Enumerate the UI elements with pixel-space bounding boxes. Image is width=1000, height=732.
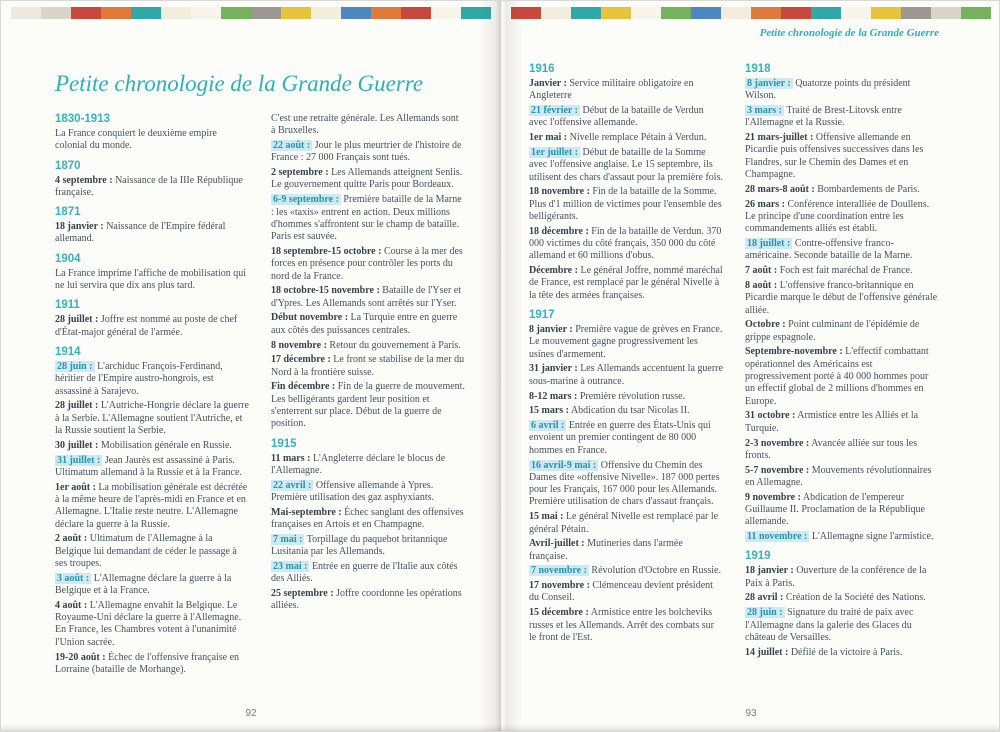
band-color-segment	[601, 7, 631, 19]
band-color-segment	[811, 7, 841, 19]
event-date: 8 novembre :	[271, 339, 327, 351]
event-date: Décembre :	[529, 265, 578, 277]
year-heading: 1917	[529, 309, 555, 322]
highlighted-date: 11 novembre :	[747, 531, 808, 543]
highlighted-date: 6-9 septembre :	[273, 194, 339, 206]
event-date: 4 août :	[55, 599, 88, 611]
timeline-entry: 28 mars-8 août : Bombardements de Paris.	[745, 183, 920, 195]
band-color-segment	[41, 7, 71, 19]
highlighted-date: 28 juin :	[747, 607, 783, 619]
event-date: Janvier :	[529, 78, 567, 89]
left-page-content	[55, 71, 465, 701]
timeline-entry: C'est une retraite générale. Les Allemands sont à Bruxelles.	[271, 113, 459, 137]
band-color-segment	[721, 7, 751, 19]
event-date: 5-7 novembre :	[745, 464, 810, 476]
timeline-entry: 3 mars : Traité de Brest-Litovsk entre l'Allemagne et la Russie.	[745, 105, 902, 129]
event-date: Avril-juillet :	[529, 538, 585, 550]
timeline-column	[529, 63, 723, 697]
page-number-right: 93	[745, 708, 757, 719]
timeline-entry: 6 avril : Entrée en guerre des États-Unis qui envoient un premier contingent de 80 000 hommes en France.	[529, 420, 711, 456]
highlighted-date: 1er juillet :	[531, 146, 579, 158]
band-color-segment	[631, 7, 661, 19]
event-date: 26 mars :	[745, 198, 785, 210]
event-date: 18 janvier :	[745, 565, 794, 577]
highlighted-date: 7 mai :	[273, 533, 303, 545]
year-heading: 1914	[55, 345, 81, 358]
timeline-entry: 15 mai : Le général Nivelle est remplacé par le général Pétain.	[529, 511, 719, 535]
band-color-segment	[341, 7, 371, 19]
band-color-segment	[841, 7, 871, 19]
timeline-entry: 21 mars-juillet : Offensive allemande en Picardie puis offensives successives dans les Flandres, sur le Chemin des Dames et en Champagne.	[745, 132, 924, 181]
highlighted-date: 22 août :	[273, 140, 311, 152]
event-date: 18 novembre :	[529, 186, 590, 198]
band-color-segment	[931, 7, 961, 19]
event-date: 17 décembre :	[271, 354, 331, 366]
band-color-segment	[431, 7, 461, 19]
band-color-segment	[901, 7, 931, 19]
event-date: 7 août :	[745, 265, 778, 277]
highlighted-date: 22 avril :	[273, 479, 312, 491]
timeline-column	[271, 113, 465, 701]
event-date: 28 avril :	[745, 592, 784, 604]
timeline-entry: 28 avril : Création de la Société des Nations.	[745, 592, 926, 604]
band-color-segment	[961, 7, 991, 19]
timeline-entry: 18 octobre-15 novembre : Bataille de l'Yser et d'Ypres. Les Allemands sont arrêtés sur l'Yser.	[271, 285, 461, 309]
timeline-entry: 18 décembre : Fin de la bataille de Verdun. 370 000 victimes du côté français, 350 000 du côté allemand et 60 millions d'obus.	[529, 225, 722, 262]
timeline-entry: La France conquiert le deuxième empire colonial du monde.	[55, 128, 217, 152]
timeline-entry: 6-9 septembre : Première bataille de la Marne : les «taxis» entrent en action. Deux millions d'hommes s'affrontent sur le champ de bataille. Paris est sauvée.	[271, 194, 462, 243]
timeline-entry: Début novembre : La Turquie entre en guerre aux côtés des puissances centrales.	[271, 312, 458, 336]
event-date: 2 août :	[55, 533, 88, 545]
timeline-entry: 7 mai : Torpillage du paquebot britannique Lusitania par les Allemands.	[271, 533, 448, 558]
event-date: 17 novembre :	[529, 580, 590, 592]
timeline-entry: 18 novembre : Fin de la bataille de la Somme. Plus d'1 million de victimes pour l'ensemble des belligérants.	[529, 186, 722, 222]
event-date: 15 mars :	[529, 405, 569, 417]
event-date: 28 mars-8 août :	[745, 183, 815, 195]
year-heading: 1918	[745, 63, 771, 75]
event-date: 1er mai :	[529, 132, 568, 144]
band-color-segment	[691, 7, 721, 19]
timeline-entry: 22 avril : Offensive allemande à Ypres. Première utilisation des gaz asphyxiants.	[271, 479, 435, 504]
event-date: 11 mars :	[271, 452, 311, 464]
timeline-entry: 2-3 novembre : Avancée alliée sur tous les fronts.	[745, 437, 918, 461]
year-heading: 1916	[529, 63, 555, 75]
band-color-segment	[131, 7, 161, 19]
page-right	[501, 1, 1000, 732]
timeline-entry: 14 juillet : Défilé de la victoire à Paris.	[745, 646, 903, 658]
band-color-segment	[781, 7, 811, 19]
timeline-entry: 19-20 août : Échec de l'offensive française en Lorraine (bataille de Morhange).	[55, 651, 240, 675]
highlighted-date: 8 janvier :	[747, 78, 791, 89]
timeline-entry: 21 février : Début de la bataille de Verdun avec l'offensive allemande.	[529, 105, 704, 129]
highlighted-date: 21 février :	[531, 105, 579, 117]
decorative-color-band-right	[511, 7, 991, 19]
timeline-entry: 28 juillet : L'Autriche-Hongrie déclare la guerre à la Serbie. L'Allemagne soutient l'Autriche, et la Russie soutient la Serbie.	[55, 400, 249, 436]
timeline-entry: 2 août : Ultimatum de l'Allemagne à la Belgique lui demandant de céder le passage à ses troupes.	[55, 533, 237, 569]
band-color-segment	[101, 7, 131, 19]
band-color-segment	[401, 7, 431, 19]
event-date: Septembre-novembre :	[745, 346, 843, 358]
event-date: 18 octobre-15 novembre :	[271, 285, 380, 297]
timeline-entry: 28 juin : L'archiduc François-Ferdinand, héritier de l'Empire austro-hongrois, est assassiné à Sarajevo.	[55, 360, 223, 397]
timeline-entry: Janvier : Service militaire obligatoire en Angleterre	[529, 78, 694, 102]
running-header: Petite chronologie de la Grande Guerre	[759, 27, 939, 39]
year-heading: 1904	[55, 252, 81, 265]
event-date: 8 janvier :	[529, 324, 573, 336]
timeline-entry: 30 juillet : Mobilisation générale en Russie.	[55, 439, 232, 451]
band-color-segment	[751, 7, 781, 19]
timeline-entry: 18 juillet : Contre-offensive franco-américaine. Seconde bataille de la Marne.	[745, 238, 913, 262]
event-date: 15 mai :	[529, 511, 564, 523]
year-heading: 1870	[55, 159, 81, 172]
timeline-entry: Octobre : Point culminant de l'épidémie de grippe espagnole.	[745, 319, 920, 343]
timeline-entry: 1er août : La mobilisation générale est décrétée à la même heure de l'après-midi en France et en Allemagne. L'Italie reste neutre. L'Allemagne déclare la guerre à la Russie.	[55, 481, 248, 530]
highlighted-date: 31 juillet :	[57, 454, 101, 466]
event-date: 31 octobre :	[745, 410, 796, 422]
timeline-column	[745, 63, 939, 697]
year-heading: 1871	[55, 206, 81, 219]
event-date: Fin décembre :	[271, 381, 336, 393]
timeline-entry: Septembre-novembre : L'effectif combattant opérationnel des Américains est progressivement porté à 40 000 hommes pour un effectif global de 2 millions d'hommes en Europe.	[745, 346, 929, 407]
timeline-entry: 31 juillet : Jean Jaurès est assassiné à Paris. Ultimatum allemand à la Russie et à la France.	[55, 454, 242, 478]
timeline-entry: 18 janvier : Ouverture de la conférence de la Paix à Paris.	[745, 565, 927, 589]
timeline-entry: 8 janvier : Quatorze points du président Wilson.	[745, 78, 911, 102]
highlighted-date: 6 avril :	[531, 420, 565, 432]
event-date: 18 décembre :	[529, 225, 589, 237]
timeline-entry: 4 septembre : Naissance de la IIIe République française.	[55, 174, 243, 198]
timeline-entry: 15 mars : Abdication du tsar Nicolas II.	[529, 405, 690, 417]
right-page-columns	[529, 63, 939, 697]
timeline-column	[55, 113, 249, 701]
decorative-color-band-left	[11, 7, 491, 19]
timeline-entry: 2 septembre : Les Allemands atteignent Senlis. Le gouvernement quitte Paris pour Bordeaux.	[271, 167, 463, 191]
timeline-entry: 9 novembre : Abdication de l'empereur Guillaume II. Proclamation de la République allemande.	[745, 491, 925, 528]
year-heading: 1919	[745, 550, 771, 563]
band-color-segment	[11, 7, 41, 19]
year-heading: 1911	[55, 299, 80, 312]
year-heading: 1915	[271, 437, 297, 450]
timeline-entry: 7 novembre : Révolution d'Octobre en Russie.	[531, 565, 721, 577]
event-date: 9 novembre :	[745, 491, 801, 503]
timeline-entry: 5-7 novembre : Mouvements révolutionnaires en Allemagne.	[745, 464, 932, 488]
timeline-entry: 17 décembre : Le front se stabilise de la mer du Nord à la frontière suisse.	[271, 354, 465, 378]
timeline-entry: 1er mai : Nivelle remplace Pétain à Verdun.	[529, 132, 707, 144]
band-color-segment	[571, 7, 601, 19]
band-color-segment	[161, 7, 191, 19]
band-color-segment	[461, 7, 491, 19]
timeline-entry: 26 mars : Conférence interalliée de Doullens. Le principe d'une coordination entre les commandements alliés est établi.	[745, 198, 930, 235]
timeline-entry: 31 octobre : Armistice entre les Alliés et la Turquie.	[745, 410, 919, 434]
event-date: 19-20 août :	[55, 651, 106, 663]
left-page-columns	[55, 113, 465, 701]
highlighted-date: 28 juin :	[57, 360, 93, 372]
highlighted-date: 18 juillet :	[747, 238, 791, 250]
band-color-segment	[311, 7, 341, 19]
timeline-entry: 1er juillet : Début de bataille de la Somme avec l'offensive anglaise. Le 15 septembre, ils utilisent des chars d'assaut pour la première fois.	[529, 146, 723, 183]
band-color-segment	[71, 7, 101, 19]
highlighted-date: 23 mai :	[273, 561, 308, 572]
timeline-entry: 25 septembre : Joffre coordonne les opérations alliées.	[271, 588, 462, 612]
page-title: Petite chronologie de la Grande Guerre	[55, 71, 424, 96]
event-date: 25 septembre :	[271, 588, 334, 600]
highlighted-date: 3 mars :	[747, 105, 782, 117]
timeline-entry: Mai-septembre : Échec sanglant des offensives françaises en Artois et en Champagne.	[271, 506, 464, 531]
timeline-entry: Avril-juillet : Mutineries dans l'armée française.	[529, 538, 683, 562]
timeline-entry: 3 août : L'Allemagne déclare la guerre à la Belgique et à la France.	[55, 572, 232, 597]
band-color-segment	[661, 7, 691, 19]
timeline-entry: 11 mars : L'Angleterre déclare le blocus de l'Allemagne.	[271, 452, 446, 476]
timeline-entry: 8 novembre : Retour du gouvernement à Paris.	[271, 339, 461, 351]
timeline-entry: 16 avril-9 mai : Offensive du Chemin des Dames dite «offensive Nivelle». 187 000 pertes pour les Français, 167 000 pour les Allemands. Première utilisation de chars d'assaut français.	[529, 459, 720, 508]
event-date: 28 juillet :	[55, 400, 99, 412]
event-date: Octobre :	[745, 319, 786, 331]
event-date: Début novembre :	[271, 312, 349, 324]
timeline-entry: 7 août : Foch est fait maréchal de France.	[745, 265, 913, 277]
band-color-segment	[221, 7, 251, 19]
timeline-entry: 4 août : L'Allemagne envahit la Belgique. Le Royaume-Uni déclare la guerre à l'Allemagne. En France, les Chambres votent à l'unanimité l'Union sacrée.	[55, 599, 242, 648]
timeline-entry: 11 novembre : L'Allemagne signe l'armistice.	[747, 531, 934, 543]
event-date: 18 janvier :	[55, 221, 104, 233]
timeline-entry: 23 mai : Entrée en guerre de l'Italie aux côtés des Alliés.	[271, 561, 458, 585]
band-color-segment	[511, 7, 541, 19]
event-date: 15 décembre :	[529, 607, 589, 619]
band-color-segment	[281, 7, 311, 19]
year-heading: 1830-1913	[55, 113, 110, 125]
band-color-segment	[871, 7, 901, 19]
event-date: 2 septembre :	[271, 167, 329, 179]
highlighted-date: 7 novembre :	[531, 565, 587, 577]
page-left	[1, 1, 501, 732]
timeline-entry: Décembre : Le général Joffre, nommé maréchal de France, est remplacé par le général Nivelle à la tête des armées françaises.	[529, 265, 723, 301]
timeline-entry: 15 décembre : Armistice entre les bolcheviks russes et les Allemands. Arrêt des combats sur le front de l'Est.	[529, 607, 714, 643]
timeline-entry: Fin décembre : Fin de la guerre de mouvement. Les belligérants gardent leur position et s'enterrent sur place. Début de la guerre de position.	[271, 381, 465, 430]
highlighted-date: 3 août :	[57, 572, 90, 584]
event-date: 28 juillet :	[55, 314, 99, 326]
timeline-entry: 17 novembre : Clémenceau devient président du Conseil.	[529, 580, 713, 604]
band-color-segment	[191, 7, 221, 19]
timeline-entry: 22 août : Jour le plus meurtrier de l'histoire de France : 27 000 Français sont tués.	[271, 140, 462, 164]
timeline-entry: 31 janvier : Les Allemands accentuent la guerre sous-marine à outrance.	[529, 363, 723, 387]
event-date: 21 mars-juillet :	[745, 132, 814, 144]
band-color-segment	[251, 7, 281, 19]
timeline-entry: 8 janvier : Première vague de grèves en France. Le mouvement gagne progressivement les usines d'armement.	[529, 324, 723, 360]
band-color-segment	[541, 7, 571, 19]
event-date: 31 janvier :	[529, 363, 578, 375]
band-color-segment	[371, 7, 401, 19]
event-date: 18 septembre-15 octobre :	[271, 245, 382, 257]
timeline-entry: 18 janvier : Naissance de l'Empire fédéral allemand.	[55, 221, 226, 245]
event-date: Mai-septembre :	[271, 506, 342, 518]
event-date: 8 août :	[745, 279, 778, 291]
timeline-entry: 8 août : L'offensive franco-britannique en Picardie marque le début de l'offensive générale alliée.	[745, 279, 938, 316]
event-date: 14 juillet :	[745, 646, 789, 658]
right-page-content	[529, 27, 939, 697]
event-date: 30 juillet :	[55, 439, 99, 451]
timeline-entry: 28 juin : Signature du traité de paix avec l'Allemagne dans la galerie des Glaces du château de Versailles.	[745, 607, 914, 643]
timeline-entry: 8-12 mars : Première révolution russe.	[529, 390, 686, 402]
timeline-entry: 18 septembre-15 octobre : Course à la mer des forces en présence pour contrôler les ports du nord de la France.	[271, 245, 463, 282]
event-date: 4 septembre :	[55, 174, 113, 186]
event-date: 2-3 novembre :	[745, 437, 810, 449]
highlighted-date: 16 avril-9 mai :	[531, 459, 597, 471]
event-date: 8-12 mars :	[529, 390, 578, 402]
timeline-entry: La France imprime l'affiche de mobilisation qui ne lui servira que dix ans plus tard.	[55, 267, 247, 292]
event-date: 1er août :	[55, 481, 96, 493]
timeline-entry: 28 juillet : Joffre est nommé au poste de chef d'État-major général de l'armée.	[55, 314, 238, 338]
page-number-left: 92	[245, 708, 257, 719]
